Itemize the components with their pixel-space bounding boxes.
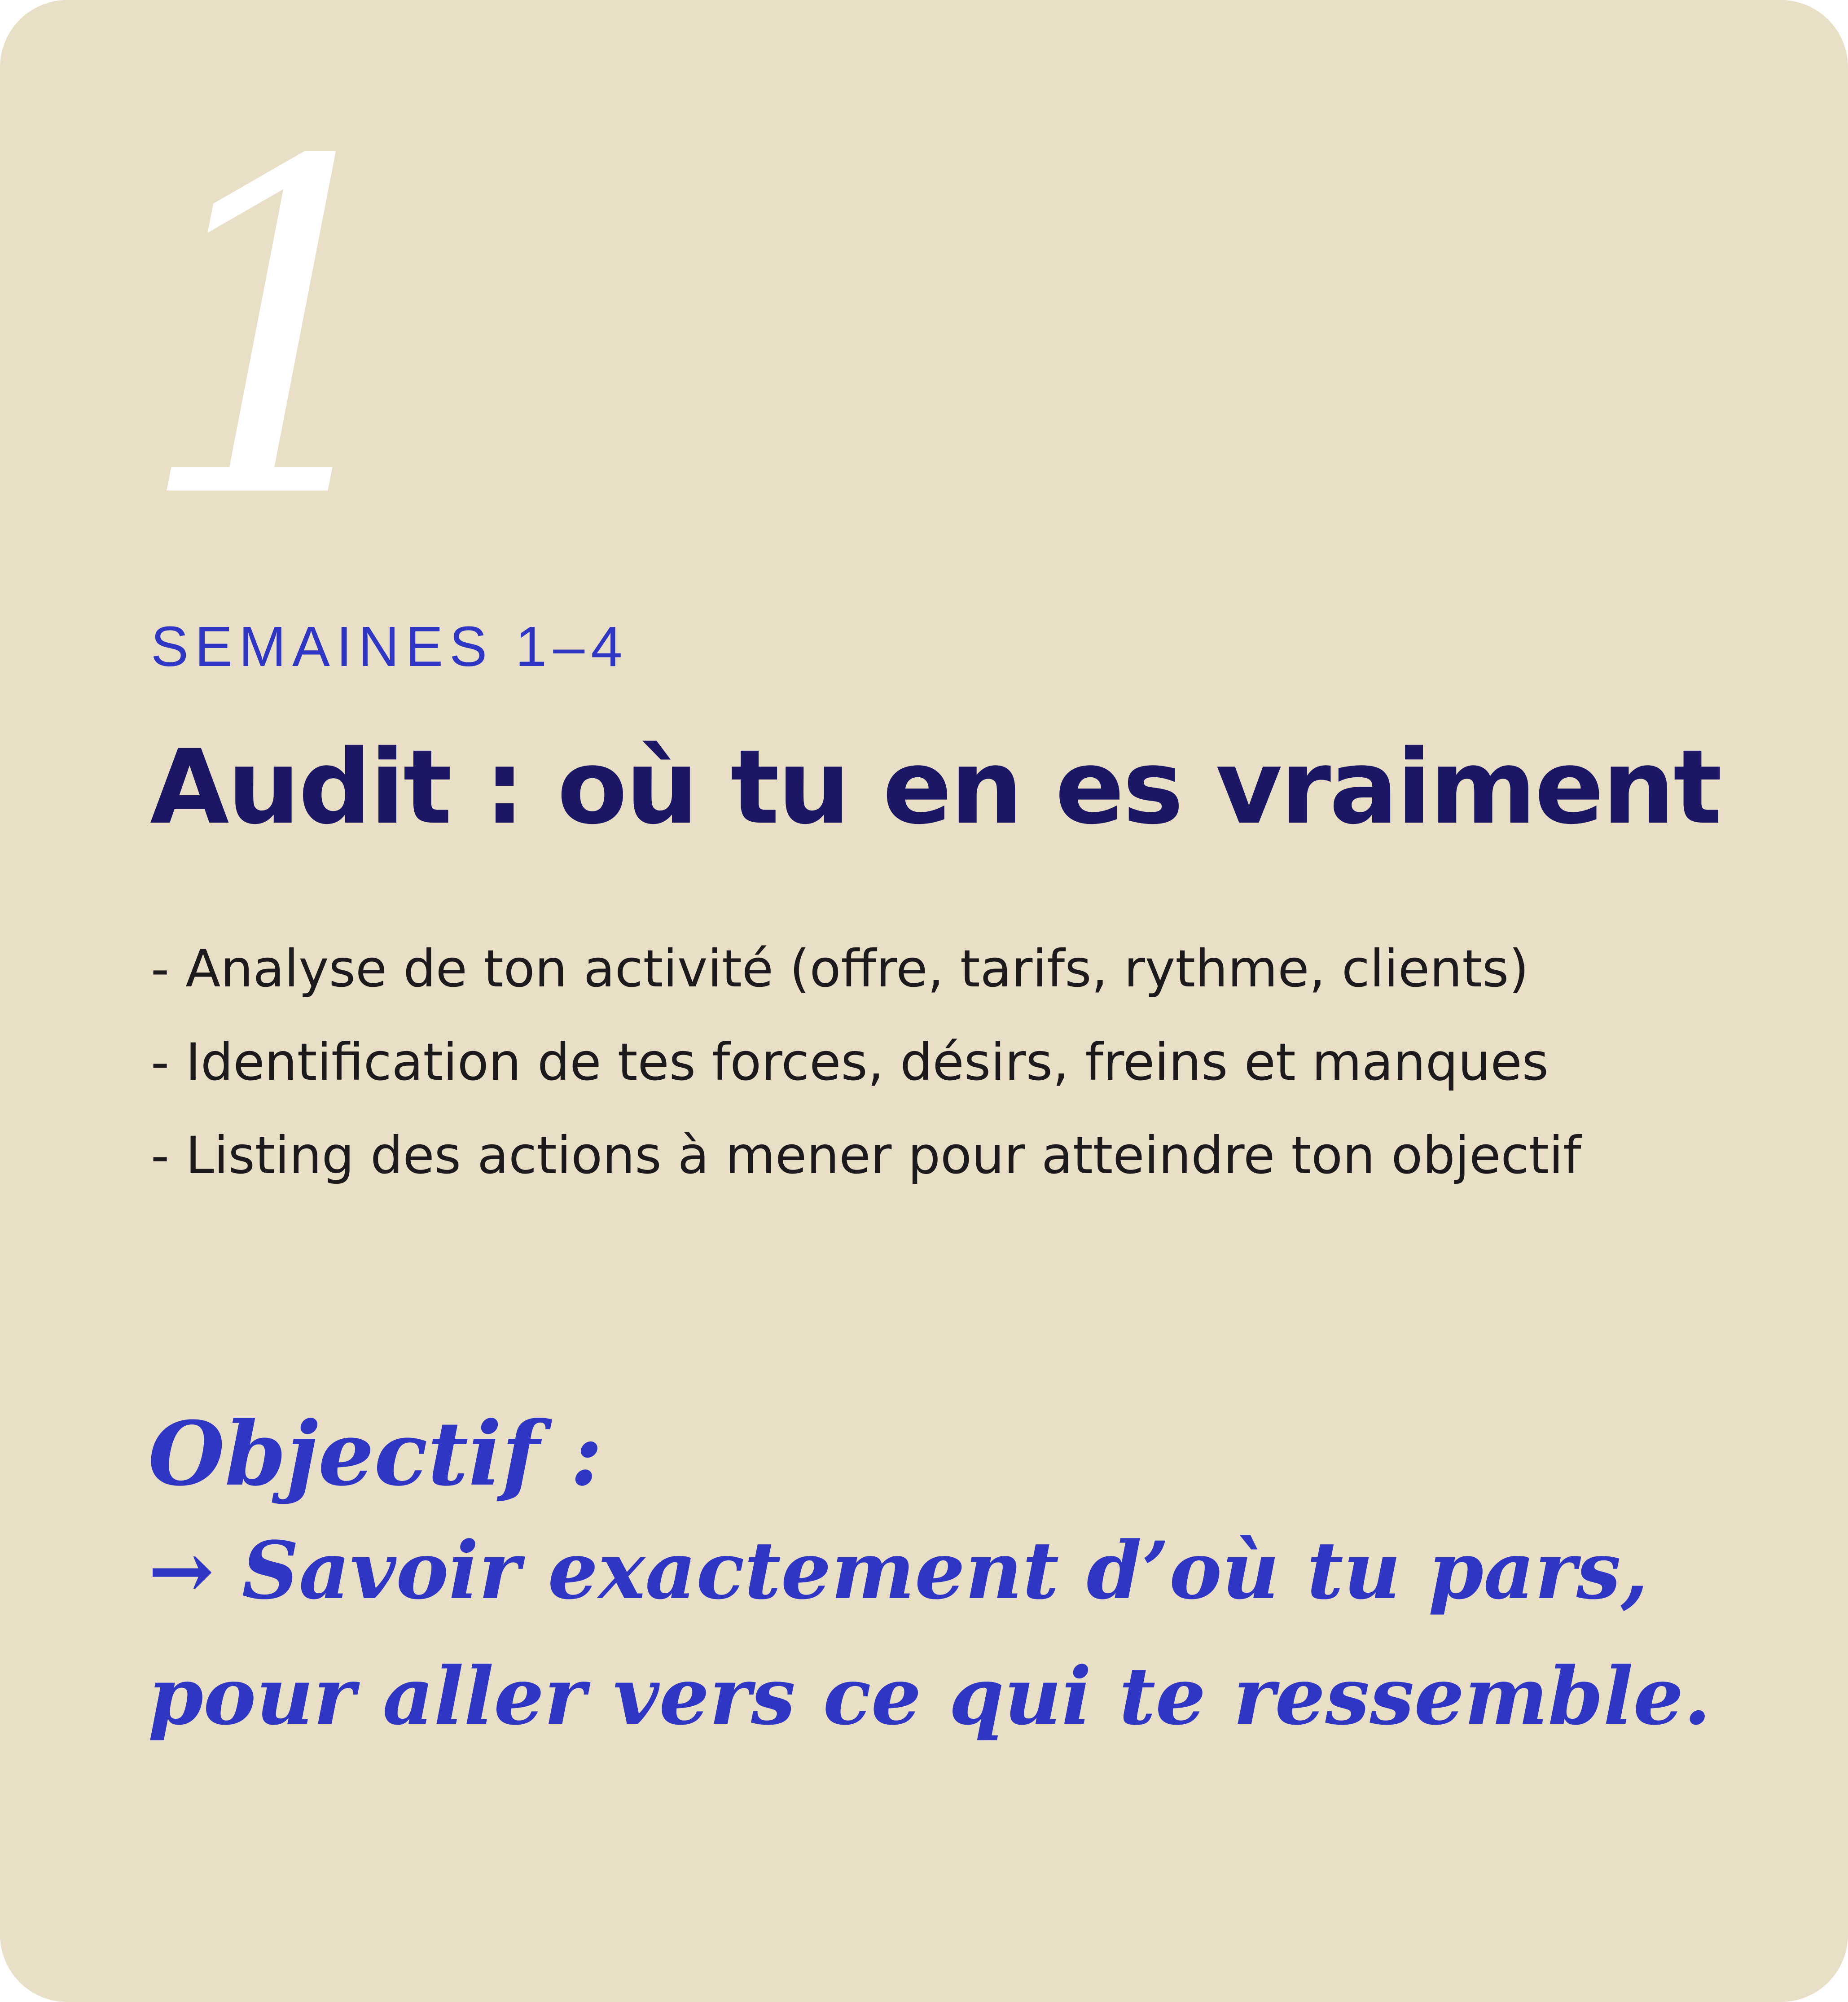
objective-line-1: → Savoir exactement d’où tu pars, (148, 1524, 1649, 1617)
action-list (151, 922, 1581, 1202)
list-item: - Identification de tes forces, désirs, freins et manques (151, 1032, 1549, 1092)
objective-line-2: pour aller vers ce qui te ressemble. (148, 1650, 1711, 1743)
objective-label: Objectif : (148, 1402, 603, 1506)
list-item: - Listing des actions à mener pour atteindre ton objectif (151, 1126, 1581, 1185)
step-number: 1 (135, 66, 426, 599)
objective-block (148, 1400, 1711, 1759)
step-title: Audit : où tu en es vraiment (150, 727, 1721, 847)
list-item: - Analyse de ton activité (offre, tarifs, rythme, clients) (151, 939, 1529, 999)
period-label: SEMAINES 1–4 (151, 615, 629, 678)
